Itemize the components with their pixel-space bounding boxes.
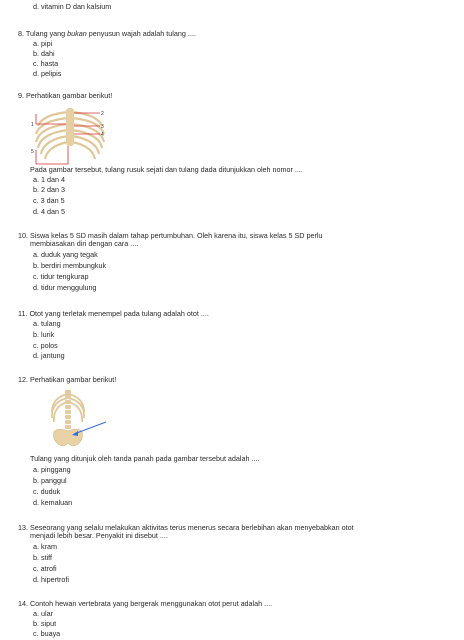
ribcage-figure bbox=[30, 104, 112, 166]
question-11-option-b[interactable]: b. lurik bbox=[33, 330, 55, 339]
question-14-option-a[interactable]: a. ular bbox=[33, 609, 53, 618]
question-12-text: Tulang yang ditunjuk oleh tanda panah pada gambar tersebut adalah .... bbox=[30, 454, 260, 463]
question-9-option-b[interactable]: b. 2 dan 3 bbox=[33, 185, 65, 194]
question-11-option-a[interactable]: a. tulang bbox=[33, 319, 61, 328]
question-10-option-b[interactable]: b. berdiri membungkuk bbox=[33, 261, 107, 270]
question-10-option-d[interactable]: d. tidur menggulung bbox=[33, 283, 97, 292]
question-9-option-c[interactable]: c. 3 dan 5 bbox=[33, 196, 65, 205]
question-10-option-a[interactable]: a. duduk yang tegak bbox=[33, 250, 98, 259]
question-10-option-c[interactable]: c. tidur tengkurap bbox=[33, 272, 89, 281]
question-11-option-c[interactable]: c. polos bbox=[33, 341, 58, 350]
question-12-option-d[interactable]: d. kemaluan bbox=[33, 498, 73, 507]
sternum-bone bbox=[66, 108, 74, 146]
question-14-option-b[interactable]: b. siput bbox=[33, 619, 57, 628]
question-9-option-d[interactable]: d. 4 dan 5 bbox=[33, 207, 65, 216]
question-8-option-a[interactable]: a. pipi bbox=[33, 39, 53, 48]
question-13-stem-line-1: 13. Seseorang yang selalu melakukan aktivitas terus menerus secara berlebihan akan menyebabkan otot bbox=[18, 523, 354, 532]
question-8-option-c[interactable]: c. hasta bbox=[33, 59, 59, 68]
figure-label-1: 1 bbox=[31, 122, 34, 128]
question-12-option-a[interactable]: a. pinggang bbox=[33, 465, 71, 474]
figure-label-2: 2 bbox=[101, 111, 104, 117]
q8-suffix: penyusun wajah adalah tulang .... bbox=[86, 29, 196, 38]
question-11-stem: 11. Otot yang terletak menempel pada tulang adalah otot .... bbox=[18, 309, 209, 318]
question-9-text: Pada gambar tersebut, tulang rusuk sejati dan tulang dada ditunjukkan oleh nomor .... bbox=[30, 165, 303, 174]
spine-pelvis-figure bbox=[48, 388, 110, 452]
question-13-option-c[interactable]: c. atrofi bbox=[33, 564, 57, 573]
question-13-option-a[interactable]: a. kram bbox=[33, 542, 57, 551]
question-10-stem-line-2: membiasakan diri dengan cara .... bbox=[30, 239, 139, 248]
question-8-stem bbox=[18, 30, 196, 38]
question-12-option-b[interactable]: b. panggul bbox=[33, 476, 67, 485]
top-option-d: d. vitamin D dan kalsium bbox=[33, 2, 112, 11]
question-13-stem-line-2: menjadi lebih besar. Penyakit ini disebut .... bbox=[30, 531, 168, 540]
q8-prefix: 8. Tulang yang bbox=[18, 29, 68, 38]
question-9-option-a[interactable]: a. 1 dan 4 bbox=[33, 175, 65, 184]
figure-label-5: 5 bbox=[31, 149, 34, 155]
question-8-option-d[interactable]: d. pelipis bbox=[33, 69, 62, 78]
question-9-stem: 9. Perhatikan gambar berikut! bbox=[18, 91, 113, 100]
question-10-stem-line-1: 10. Siswa kelas 5 SD masih dalam tahap pertumbuhan. Oleh karena itu, siswa kelas 5 SD perlu bbox=[18, 231, 323, 240]
question-14-option-c[interactable]: c. buaya bbox=[33, 629, 61, 638]
q8-emphasis: bukan bbox=[67, 29, 87, 38]
question-13-option-d[interactable]: d. hipertrofi bbox=[33, 575, 69, 584]
question-12-stem: 12. Perhatikan gambar berikut! bbox=[18, 375, 117, 384]
question-12-option-c[interactable]: c. duduk bbox=[33, 487, 61, 496]
question-13-option-b[interactable]: b. stiff bbox=[33, 553, 53, 562]
question-8-option-b[interactable]: b. dahi bbox=[33, 49, 55, 58]
figure-label-4: 4 bbox=[101, 132, 104, 138]
question-11-option-d[interactable]: d. jantung bbox=[33, 351, 65, 360]
figure-label-3: 3 bbox=[101, 124, 104, 130]
question-14-stem: 14. Contoh hewan vertebrata yang bergerak menggunakan otot perut adalah .... bbox=[18, 599, 273, 608]
